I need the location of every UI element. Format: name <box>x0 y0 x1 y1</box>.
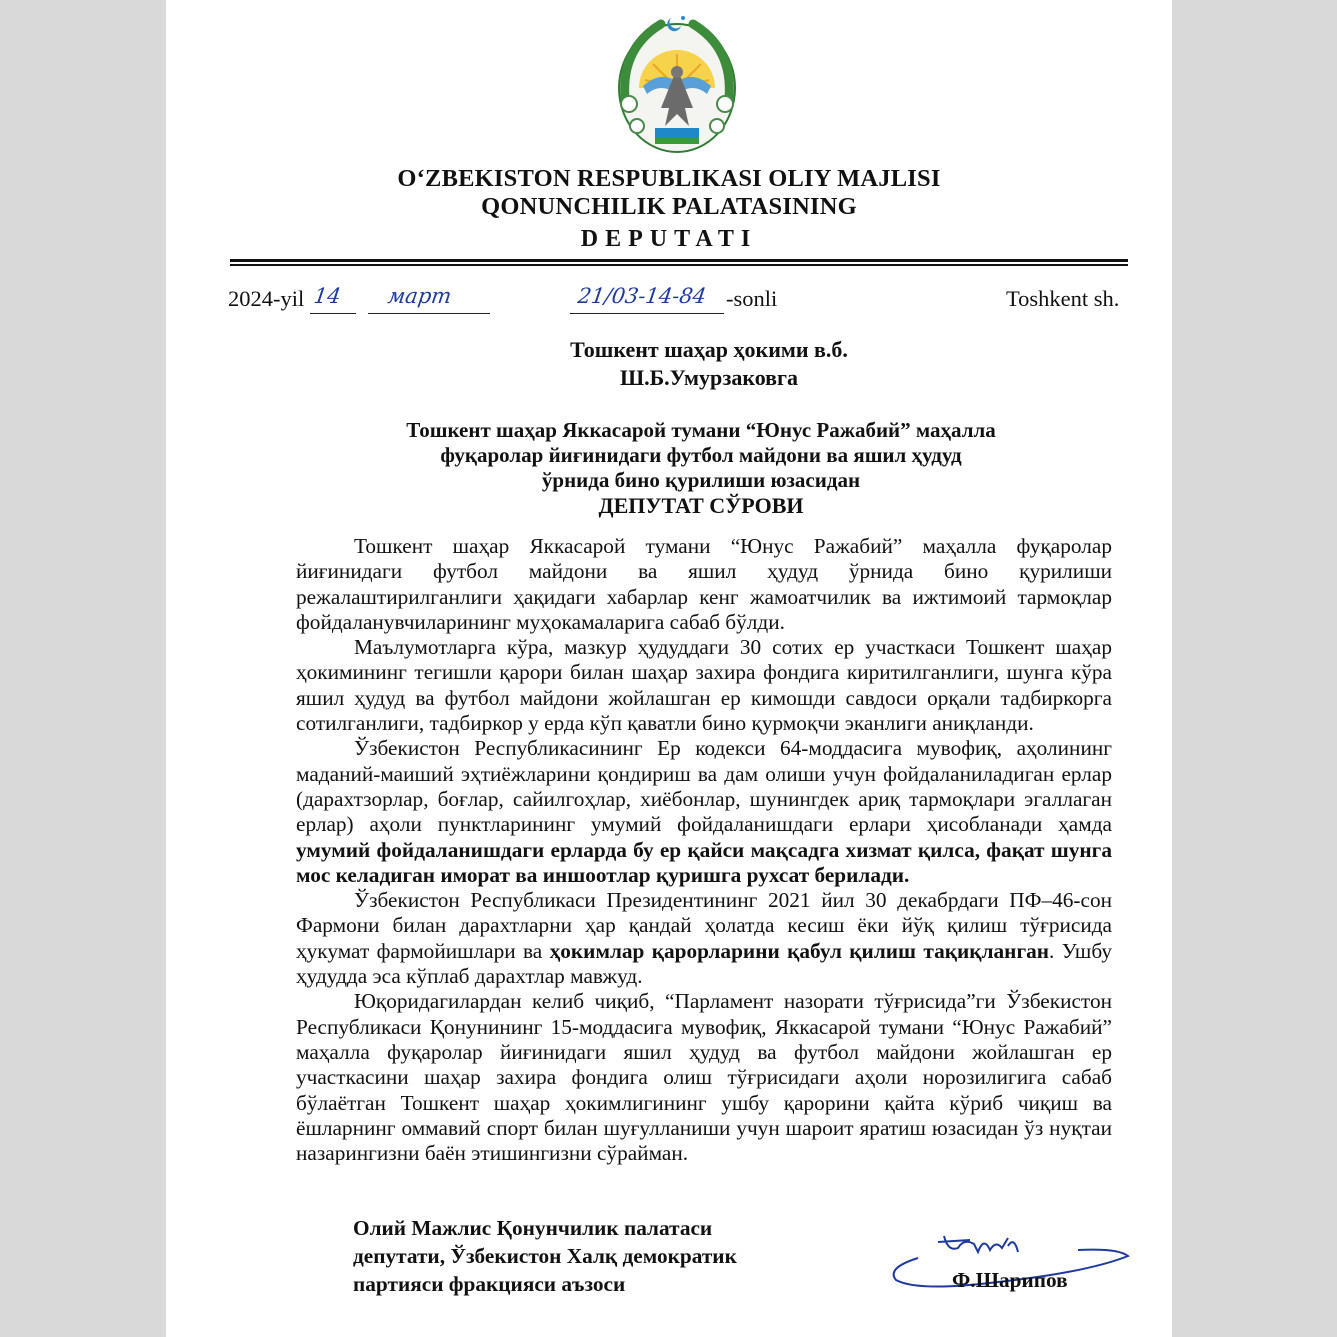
document-page <box>166 0 1172 1337</box>
date-year: 2024-yil <box>228 286 305 311</box>
signature-title-line-2: депутати, Ўзбекистон Халқ демократик <box>353 1244 737 1268</box>
header-rule-thin <box>230 264 1128 266</box>
header-line-3: DEPUTATI <box>580 226 758 252</box>
title-line-4: ДЕПУТАТ СЎРОВИ <box>598 493 804 518</box>
date-month-handwritten: март <box>386 284 453 308</box>
header-line-2: QONUNCHILIK PALATASINING <box>481 193 857 220</box>
date-month-underline <box>368 313 490 314</box>
document-number-underline <box>570 313 724 314</box>
paragraph-2: Маълумотларга кўра, мазкур ҳудуддаги 30 сотих ер участкаси Тошкент шаҳар ҳокимининг тегишли қарори билан шаҳар захира фондига киритилганлиги, шунга кўра яшил ҳудуд ва футбол майдони жойлашган ер кимошди савдоси орқали тадбиркорга сотилганлиги, тадбиркор у ерда кўп қаватли бино қурмоқчи эканлиги аниқланди. <box>296 635 1112 736</box>
header-rule-thick <box>230 259 1128 262</box>
header-line-1: O‘ZBEKISTON RESPUBLIKASI OLIY MAJLISI <box>397 165 941 192</box>
paragraph-4-text: Ўзбекистон Республикаси Президентининг 2021 йил 30 декабрдаги ПФ–46-сон Фармони билан дарахтларни ҳар қандай ҳолатда кесиш ёки йўқ қилиш тўғрисида ҳукумат фармойишлари ва <box>296 888 1112 963</box>
signature-title-line-3: партияси фракцияси аъзоси <box>353 1272 626 1296</box>
title-line-1: Тошкент шаҳар Яккасарой тумани “Юнус Ражабий” маҳалла <box>406 418 996 442</box>
signatory-name: Ф.Шарипов <box>952 1268 1068 1292</box>
date-day-underline <box>310 313 356 314</box>
paragraph-5: Юқоридагилардан келиб чиқиб, “Парламент назорати тўғрисида”ги Ўзбекистон Республикаси Қонунининг 15-моддасига мувофиқ, Яккасарой тумани “Юнус Ражабий” маҳалла фуқаролар йиғинидаги яшил ҳудуд ва футбол майдони жойлашган ер участкасини шаҳар захира фондига олиш тўғрисидаги аҳоли норозилигига сабаб бўлаётган Тошкент шаҳар ҳокимлигининг ушбу қарорини қайта кўриб чиқиш ва ёшларнинг оммавий спорт билан шуғулланиши учун шароит яратиш юзасидан ўз нуқтаи назарингизни баён этишингизни сўрайман. <box>296 989 1112 1166</box>
city: Toshkent sh. <box>1006 286 1120 311</box>
date-day-handwritten: 14 <box>312 284 343 308</box>
number-suffix: -sonli <box>726 286 778 311</box>
signature-title-line-1: Олий Мажлис Қонунчилик палатаси <box>353 1216 713 1240</box>
paragraph-1: Тошкент шаҳар Яккасарой тумани “Юнус Ражабий” маҳалла фуқаролар йиғинидаги футбол майдони ва яшил ҳудуд ўрнида бино қурилиши режалаштирилганлиги ҳақидаги хабарлар кенг жамоатчилик ва ижтимоий тармоқлар фойдаланувчиларининг муҳокамаларига сабаб бўлди. <box>296 534 1112 634</box>
paragraph-3 <box>296 736 1112 888</box>
letter-body <box>296 534 1112 1166</box>
dateline <box>166 284 1172 318</box>
paragraph-4 <box>296 888 1112 989</box>
paragraph-3-emphasis: умумий фойдаланишдаги ерларда бу ер қайси мақсадга хизмат қилса, фақат шунга мос келадиган иморат ва иншоотлар қуришга рухсат берилади. <box>296 837 1112 887</box>
signature-block <box>353 1214 737 1298</box>
paragraph-4-tail: . Ушбу ҳудудда эса кўплаб дарахтлар мавжуд. <box>296 938 1112 989</box>
addressee-line-2: Ш.Б.Умурзаковга <box>619 365 799 390</box>
state-emblem-icon <box>611 8 743 158</box>
paragraph-4-emphasis: ҳокимлар қарорларини қабул қилиш тақиқланган <box>549 938 1050 963</box>
paragraph-3-text: Ўзбекистон Республикасининг Ер кодекси 64-моддасига мувофиқ, аҳолининг маданий-маиший эҳтиёжларини қондириш ва дам олиши учун фойдаланиладиган ерлар (дарахтзорлар, боғлар, сайилгоҳлар, хиёбонлар, шунингдек ариқ тармоқлари эгаллаган ерлар) аҳоли пунктларининг умумий фойдаланишдаги ерлари ҳисобланади ҳамда <box>296 736 1112 837</box>
addressee-line-1: Тошкент шаҳар ҳокими в.б. <box>570 337 848 362</box>
document-number-handwritten: 21/03-14-84 <box>576 284 708 308</box>
title-line-3: ўрнида бино қурилиши юзасидан <box>541 468 861 492</box>
title-line-2: фуқаролар йиғинидаги футбол майдони ва яшил ҳудуд <box>440 443 962 467</box>
